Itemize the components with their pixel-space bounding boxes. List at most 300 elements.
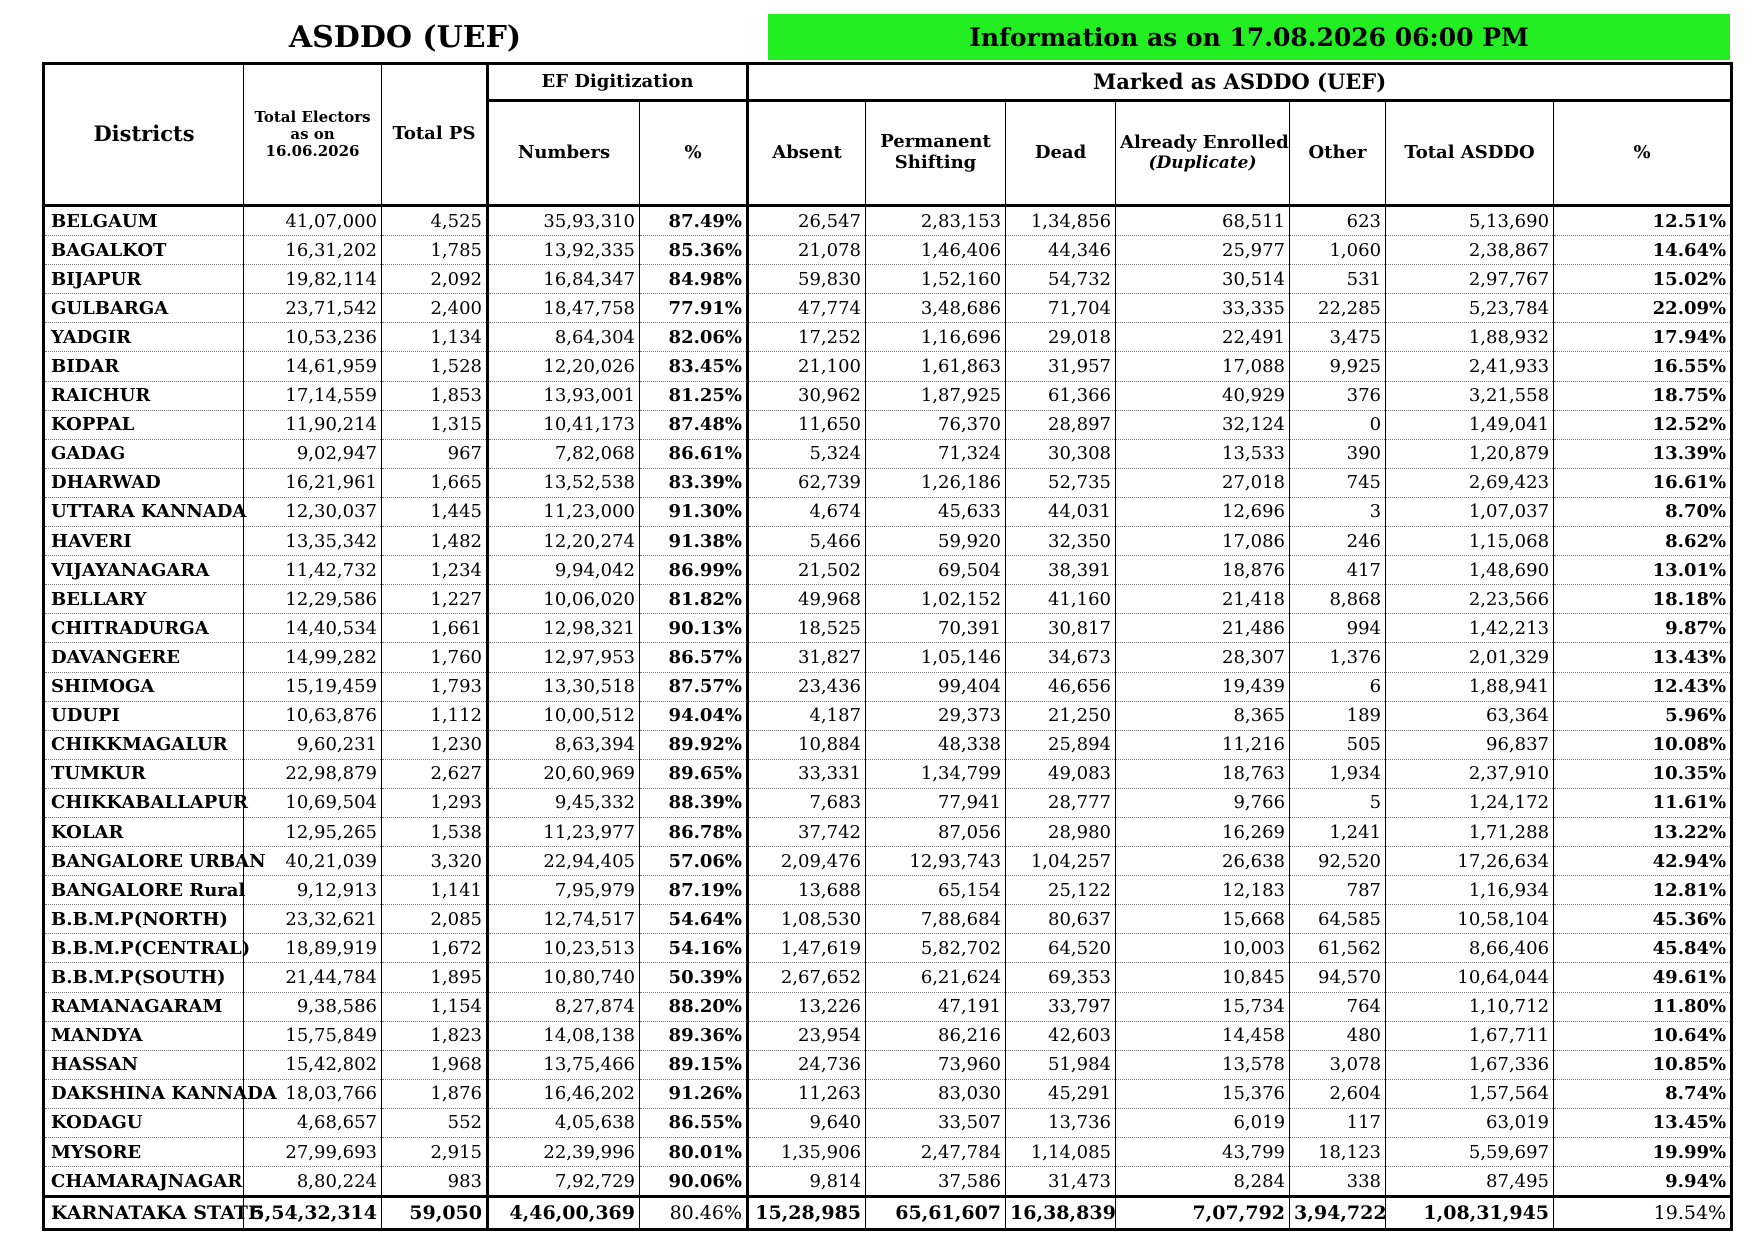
cell-ef-numbers: 12,97,953 [488,643,640,672]
cell-ef-pct: 81.82% [640,585,748,614]
cell-total-electors: 23,32,621 [244,905,382,934]
cell-permanent-shifting: 3,48,686 [866,294,1006,323]
cell-ef-numbers: 10,00,512 [488,701,640,730]
cell-total-electors: 13,35,342 [244,527,382,556]
cell-absent: 62,739 [748,468,866,497]
cell-other: 189 [1290,701,1386,730]
cell-ef-pct: 87.49% [640,206,748,236]
cell-asddo-pct: 14.64% [1554,236,1732,265]
cell-total-asddo: 1,67,711 [1386,1021,1554,1050]
cell-absent: 49,968 [748,585,866,614]
cell-absent: 1,35,906 [748,1138,866,1167]
cell-ef-pct: 54.16% [640,934,748,963]
cell-total-ps: 1,227 [382,585,488,614]
table-row [44,439,1732,468]
cell-absent: 33,331 [748,759,866,788]
cell-absent: 5,466 [748,527,866,556]
cell-ef-numbers: 16,84,347 [488,265,640,294]
cell-ef-numbers: 12,98,321 [488,614,640,643]
cell-total-electors: 16,31,202 [244,236,382,265]
cell-total-ps: 1,141 [382,876,488,905]
cell-already-enrolled: 8,365 [1116,701,1290,730]
table-row [44,468,1732,497]
cell-other: 480 [1290,1021,1386,1050]
cell-permanent-shifting: 69,504 [866,556,1006,585]
cell-total-electors: 23,71,542 [244,294,382,323]
cell-district: TUMKUR [44,759,244,788]
cell-total-ps: 2,627 [382,759,488,788]
cell-total-electors: 12,30,037 [244,497,382,526]
table-row [44,585,1732,614]
cell-dead: 33,797 [1006,992,1116,1021]
cell-ef-numbers: 18,47,758 [488,294,640,323]
cell-permanent-shifting: 76,370 [866,410,1006,439]
cell-already-enrolled: 40,929 [1116,381,1290,410]
cell-asddo-pct: 10.64% [1554,1021,1732,1050]
cell-total-electors: 14,40,534 [244,614,382,643]
cell-permanent-shifting: 6,21,624 [866,963,1006,992]
cell-other: 2,604 [1290,1079,1386,1108]
header-districts: Districts [44,64,244,206]
cell-asddo-pct: 45.84% [1554,934,1732,963]
cell-district: MANDYA [44,1021,244,1050]
cell-ef-numbers: 8,63,394 [488,730,640,759]
cell-total-ps: 1,661 [382,614,488,643]
cell-total-ps: 1,134 [382,323,488,352]
cell-dead: 31,473 [1006,1167,1116,1197]
total-other: 3,94,722 [1290,1197,1386,1230]
cell-district: BIJAPUR [44,265,244,294]
cell-already-enrolled: 10,003 [1116,934,1290,963]
cell-absent: 37,742 [748,817,866,846]
cell-total-asddo: 1,10,712 [1386,992,1554,1021]
cell-ef-pct: 94.04% [640,701,748,730]
cell-total-ps: 1,760 [382,643,488,672]
cell-total-asddo: 1,57,564 [1386,1079,1554,1108]
cell-total-asddo: 1,88,941 [1386,672,1554,701]
table-row [44,905,1732,934]
cell-dead: 51,984 [1006,1050,1116,1079]
cell-asddo-pct: 16.55% [1554,352,1732,381]
header-total-electors-label: Total Electors as on 16.06.2026 [254,107,371,161]
cell-already-enrolled: 12,183 [1116,876,1290,905]
cell-total-electors: 11,42,732 [244,556,382,585]
cell-ef-pct: 83.39% [640,468,748,497]
cell-permanent-shifting: 70,391 [866,614,1006,643]
table-row [44,1079,1732,1108]
cell-district: DAKSHINA KANNADA [44,1079,244,1108]
cell-district: BANGALORE Rural [44,876,244,905]
cell-other: 5 [1290,788,1386,817]
cell-asddo-pct: 10.08% [1554,730,1732,759]
cell-already-enrolled: 17,086 [1116,527,1290,556]
cell-ef-pct: 86.78% [640,817,748,846]
cell-permanent-shifting: 33,507 [866,1108,1006,1137]
cell-permanent-shifting: 37,586 [866,1167,1006,1197]
cell-total-asddo: 1,42,213 [1386,614,1554,643]
table-row [44,1108,1732,1137]
cell-permanent-shifting: 1,26,186 [866,468,1006,497]
total-absent: 15,28,985 [748,1197,866,1230]
cell-permanent-shifting: 1,02,152 [866,585,1006,614]
cell-total-asddo: 5,59,697 [1386,1138,1554,1167]
table-row [44,817,1732,846]
cell-total-ps: 2,092 [382,265,488,294]
cell-other: 1,934 [1290,759,1386,788]
cell-ef-numbers: 7,95,979 [488,876,640,905]
cell-already-enrolled: 15,668 [1116,905,1290,934]
cell-other: 3 [1290,497,1386,526]
cell-permanent-shifting: 1,61,863 [866,352,1006,381]
cell-total-ps: 1,315 [382,410,488,439]
cell-district: RAICHUR [44,381,244,410]
cell-dead: 46,656 [1006,672,1116,701]
cell-already-enrolled: 13,533 [1116,439,1290,468]
cell-total-ps: 1,112 [382,701,488,730]
cell-ef-pct: 77.91% [640,294,748,323]
cell-district: CHIKKABALLAPUR [44,788,244,817]
cell-total-electors: 14,99,282 [244,643,382,672]
cell-dead: 69,353 [1006,963,1116,992]
cell-total-asddo: 2,69,423 [1386,468,1554,497]
cell-total-asddo: 2,97,767 [1386,265,1554,294]
total-already-enrolled: 7,07,792 [1116,1197,1290,1230]
header-numbers: Numbers [488,101,640,206]
cell-district: UDUPI [44,701,244,730]
cell-absent: 31,827 [748,643,866,672]
cell-ef-numbers: 22,39,996 [488,1138,640,1167]
cell-total-ps: 1,234 [382,556,488,585]
cell-asddo-pct: 49.61% [1554,963,1732,992]
cell-ef-numbers: 13,52,538 [488,468,640,497]
cell-district: MYSORE [44,1138,244,1167]
cell-absent: 9,814 [748,1167,866,1197]
cell-ef-pct: 90.13% [640,614,748,643]
cell-district: UTTARA KANNADA [44,497,244,526]
cell-total-ps: 2,915 [382,1138,488,1167]
cell-ef-pct: 88.39% [640,788,748,817]
cell-ef-numbers: 16,46,202 [488,1079,640,1108]
cell-already-enrolled: 11,216 [1116,730,1290,759]
cell-district: HAVERI [44,527,244,556]
cell-total-ps: 1,482 [382,527,488,556]
cell-asddo-pct: 18.75% [1554,381,1732,410]
cell-total-electors: 10,69,504 [244,788,382,817]
total-district: KARNATAKA STATE [44,1197,244,1230]
cell-absent: 23,436 [748,672,866,701]
cell-already-enrolled: 15,376 [1116,1079,1290,1108]
cell-total-ps: 3,320 [382,847,488,876]
cell-asddo-pct: 12.52% [1554,410,1732,439]
cell-ef-pct: 86.61% [640,439,748,468]
cell-district: KOLAR [44,817,244,846]
cell-absent: 21,100 [748,352,866,381]
cell-absent: 18,525 [748,614,866,643]
cell-other: 9,925 [1290,352,1386,381]
cell-total-asddo: 1,49,041 [1386,410,1554,439]
info-date-banner: Information as on 17.08.2026 06:00 PM [768,14,1730,60]
cell-already-enrolled: 28,307 [1116,643,1290,672]
cell-dead: 80,637 [1006,905,1116,934]
cell-absent: 21,502 [748,556,866,585]
cell-ef-numbers: 14,08,138 [488,1021,640,1050]
header-total-asddo: Total ASDDO [1386,101,1554,206]
cell-dead: 44,346 [1006,236,1116,265]
cell-dead: 64,520 [1006,934,1116,963]
cell-other: 64,585 [1290,905,1386,934]
cell-total-electors: 18,89,919 [244,934,382,963]
header-ef-pct: % [640,101,748,206]
cell-dead: 28,980 [1006,817,1116,846]
cell-other: 61,562 [1290,934,1386,963]
cell-total-asddo: 63,019 [1386,1108,1554,1137]
cell-permanent-shifting: 86,216 [866,1021,1006,1050]
cell-total-asddo: 5,13,690 [1386,206,1554,236]
cell-asddo-pct: 11.61% [1554,788,1732,817]
cell-asddo-pct: 8.62% [1554,527,1732,556]
cell-already-enrolled: 22,491 [1116,323,1290,352]
cell-total-asddo: 1,15,068 [1386,527,1554,556]
cell-dead: 1,14,085 [1006,1138,1116,1167]
cell-total-asddo: 87,495 [1386,1167,1554,1197]
cell-total-ps: 983 [382,1167,488,1197]
cell-ef-pct: 87.48% [640,410,748,439]
cell-already-enrolled: 8,284 [1116,1167,1290,1197]
cell-total-electors: 17,14,559 [244,381,382,410]
table-row [44,294,1732,323]
cell-total-ps: 1,793 [382,672,488,701]
cell-ef-numbers: 35,93,310 [488,206,640,236]
cell-district: CHAMARAJNAGAR [44,1167,244,1197]
total-ef-pct: 80.46% [640,1197,748,1230]
table-row [44,701,1732,730]
cell-district: DHARWAD [44,468,244,497]
cell-total-ps: 1,154 [382,992,488,1021]
cell-dead: 28,897 [1006,410,1116,439]
cell-district: BELLARY [44,585,244,614]
cell-asddo-pct: 42.94% [1554,847,1732,876]
cell-ef-numbers: 22,94,405 [488,847,640,876]
table-row [44,847,1732,876]
cell-asddo-pct: 8.74% [1554,1079,1732,1108]
cell-already-enrolled: 9,766 [1116,788,1290,817]
header-permanent-shifting [866,101,1006,206]
cell-total-asddo: 2,01,329 [1386,643,1554,672]
table-row [44,614,1732,643]
cell-permanent-shifting: 5,82,702 [866,934,1006,963]
cell-permanent-shifting: 48,338 [866,730,1006,759]
cell-dead: 1,04,257 [1006,847,1116,876]
total-asddo-pct: 19.54% [1554,1197,1732,1230]
cell-ef-numbers: 13,93,001 [488,381,640,410]
cell-ef-pct: 57.06% [640,847,748,876]
cell-already-enrolled: 19,439 [1116,672,1290,701]
cell-other: 764 [1290,992,1386,1021]
cell-asddo-pct: 8.70% [1554,497,1732,526]
cell-total-ps: 1,230 [382,730,488,759]
cell-other: 94,570 [1290,963,1386,992]
cell-ef-numbers: 9,45,332 [488,788,640,817]
table-row [44,352,1732,381]
cell-already-enrolled: 27,018 [1116,468,1290,497]
cell-other: 8,868 [1290,585,1386,614]
cell-dead: 13,736 [1006,1108,1116,1137]
cell-total-electors: 12,29,586 [244,585,382,614]
cell-total-electors: 18,03,766 [244,1079,382,1108]
total-permanent-shifting: 65,61,607 [866,1197,1006,1230]
cell-permanent-shifting: 7,88,684 [866,905,1006,934]
cell-ef-numbers: 10,23,513 [488,934,640,963]
title-row [42,14,1730,60]
cell-ef-numbers: 7,82,068 [488,439,640,468]
cell-already-enrolled: 10,845 [1116,963,1290,992]
cell-total-electors: 9,02,947 [244,439,382,468]
cell-total-asddo: 1,20,879 [1386,439,1554,468]
cell-total-ps: 1,672 [382,934,488,963]
table-row [44,206,1732,236]
cell-asddo-pct: 15.02% [1554,265,1732,294]
cell-total-electors: 8,80,224 [244,1167,382,1197]
cell-dead: 28,777 [1006,788,1116,817]
header-total-electors [244,64,382,206]
cell-total-asddo: 3,21,558 [1386,381,1554,410]
header-other: Other [1290,101,1386,206]
cell-district: HASSAN [44,1050,244,1079]
cell-ef-pct: 54.64% [640,905,748,934]
cell-total-ps: 1,445 [382,497,488,526]
cell-ef-pct: 89.15% [640,1050,748,1079]
cell-ef-numbers: 9,94,042 [488,556,640,585]
header-permanent-shifting-label: Permanent Shifting [880,131,991,173]
cell-total-asddo: 2,38,867 [1386,236,1554,265]
cell-asddo-pct: 11.80% [1554,992,1732,1021]
cell-asddo-pct: 17.94% [1554,323,1732,352]
cell-absent: 13,226 [748,992,866,1021]
total-total-electors: 5,54,32,314 [244,1197,382,1230]
cell-absent: 23,954 [748,1021,866,1050]
cell-asddo-pct: 10.35% [1554,759,1732,788]
header-absent: Absent [748,101,866,206]
cell-total-ps: 1,895 [382,963,488,992]
cell-ef-pct: 91.38% [640,527,748,556]
cell-total-asddo: 96,837 [1386,730,1554,759]
cell-absent: 11,650 [748,410,866,439]
cell-total-ps: 1,876 [382,1079,488,1108]
table-row [44,759,1732,788]
cell-total-asddo: 5,23,784 [1386,294,1554,323]
cell-absent: 24,736 [748,1050,866,1079]
cell-district: RAMANAGARAM [44,992,244,1021]
cell-total-ps: 552 [382,1108,488,1137]
cell-dead: 1,34,856 [1006,206,1116,236]
cell-dead: 30,817 [1006,614,1116,643]
header-total-ps [382,64,488,206]
cell-dead: 38,391 [1006,556,1116,585]
cell-district: BANGALORE URBAN [44,847,244,876]
cell-district: KODAGU [44,1108,244,1137]
cell-dead: 42,603 [1006,1021,1116,1050]
cell-dead: 44,031 [1006,497,1116,526]
cell-already-enrolled: 17,088 [1116,352,1290,381]
cell-ef-numbers: 7,92,729 [488,1167,640,1197]
cell-absent: 2,09,476 [748,847,866,876]
cell-absent: 10,884 [748,730,866,759]
cell-total-electors: 9,38,586 [244,992,382,1021]
table-row [44,1021,1732,1050]
cell-total-electors: 9,60,231 [244,730,382,759]
cell-absent: 7,683 [748,788,866,817]
cell-dead: 49,083 [1006,759,1116,788]
cell-permanent-shifting: 87,056 [866,817,1006,846]
table-row [44,963,1732,992]
cell-total-electors: 40,21,039 [244,847,382,876]
cell-absent: 47,774 [748,294,866,323]
cell-district: B.B.M.P(NORTH) [44,905,244,934]
cell-permanent-shifting: 1,52,160 [866,265,1006,294]
cell-other: 1,241 [1290,817,1386,846]
cell-total-electors: 10,63,876 [244,701,382,730]
cell-ef-numbers: 12,20,026 [488,352,640,381]
table-row [44,643,1732,672]
cell-asddo-pct: 12.51% [1554,206,1732,236]
cell-ef-numbers: 10,41,173 [488,410,640,439]
cell-absent: 1,08,530 [748,905,866,934]
cell-total-asddo: 1,24,172 [1386,788,1554,817]
table-row [44,1138,1732,1167]
cell-already-enrolled: 21,486 [1116,614,1290,643]
cell-total-asddo: 17,26,634 [1386,847,1554,876]
cell-dead: 52,735 [1006,468,1116,497]
cell-ef-pct: 50.39% [640,963,748,992]
cell-dead: 25,894 [1006,730,1116,759]
cell-district: GADAG [44,439,244,468]
table-row [44,323,1732,352]
total-ef-numbers: 4,46,00,369 [488,1197,640,1230]
cell-district: B.B.M.P(CENTRAL) [44,934,244,963]
cell-ef-pct: 82.06% [640,323,748,352]
cell-absent: 13,688 [748,876,866,905]
cell-already-enrolled: 15,734 [1116,992,1290,1021]
cell-total-electors: 10,53,236 [244,323,382,352]
cell-total-asddo: 10,64,044 [1386,963,1554,992]
cell-permanent-shifting: 47,191 [866,992,1006,1021]
cell-total-electors: 14,61,959 [244,352,382,381]
cell-asddo-pct: 9.94% [1554,1167,1732,1197]
cell-total-asddo: 1,67,336 [1386,1050,1554,1079]
table-row [44,992,1732,1021]
cell-district: CHITRADURGA [44,614,244,643]
cell-already-enrolled: 68,511 [1116,206,1290,236]
cell-total-electors: 16,21,961 [244,468,382,497]
cell-total-electors: 41,07,000 [244,206,382,236]
cell-already-enrolled: 21,418 [1116,585,1290,614]
cell-other: 3,078 [1290,1050,1386,1079]
cell-total-asddo: 2,37,910 [1386,759,1554,788]
cell-other: 994 [1290,614,1386,643]
table-row [44,527,1732,556]
cell-other: 22,285 [1290,294,1386,323]
cell-total-ps: 1,785 [382,236,488,265]
cell-asddo-pct: 10.85% [1554,1050,1732,1079]
cell-total-ps: 1,538 [382,817,488,846]
cell-permanent-shifting: 83,030 [866,1079,1006,1108]
cell-total-asddo: 63,364 [1386,701,1554,730]
cell-district: GULBARGA [44,294,244,323]
cell-total-electors: 11,90,214 [244,410,382,439]
cell-permanent-shifting: 65,154 [866,876,1006,905]
cell-already-enrolled: 25,977 [1116,236,1290,265]
cell-ef-numbers: 11,23,000 [488,497,640,526]
